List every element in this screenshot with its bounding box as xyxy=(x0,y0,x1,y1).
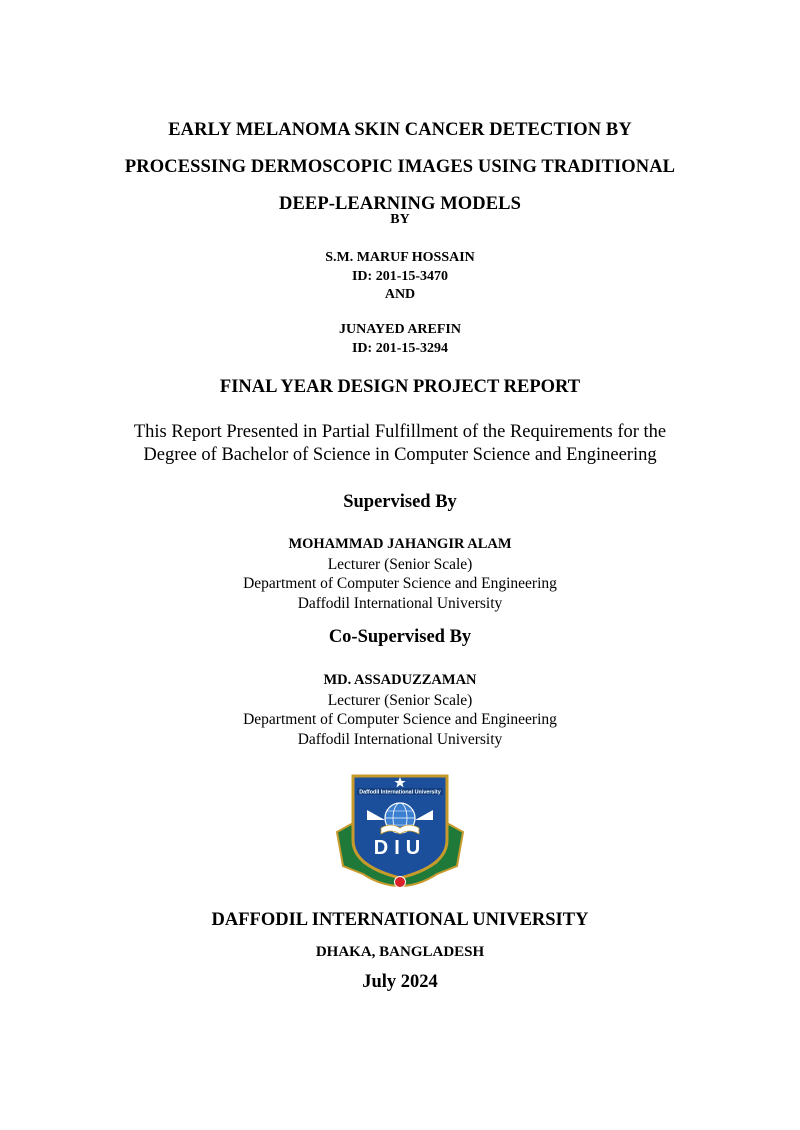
university-name: DAFFODIL INTERNATIONAL UNIVERSITY xyxy=(211,910,589,930)
and-label: AND xyxy=(384,287,416,302)
crest-banner-text: Daffodil International University xyxy=(359,789,441,796)
co-supervisor-heading: Co-Supervised By xyxy=(328,627,472,647)
author-2 xyxy=(0,321,800,358)
thesis-title xyxy=(0,112,800,223)
author-1 xyxy=(0,249,800,305)
degree-statement xyxy=(0,421,800,467)
supervisor-university: Daffodil International University xyxy=(297,594,503,612)
co-supervisor-info xyxy=(0,671,800,749)
supervisor-info xyxy=(0,535,800,613)
author-name: JUNAYED AREFIN xyxy=(338,322,461,337)
degree-statement-line: This Report Presented in Partial Fulfillment of the Requirements for the xyxy=(133,422,667,442)
supervisor-department: Department of Computer Science and Engineering xyxy=(243,575,557,592)
crest-letters: DIU xyxy=(373,837,427,859)
author-name: S.M. MARUF HOSSAIN xyxy=(325,250,475,265)
report-type: FINAL YEAR DESIGN PROJECT REPORT xyxy=(219,377,581,397)
degree-statement-line: Degree of Bachelor of Science in Computer Science and Engineering xyxy=(143,445,657,465)
co-supervisor-name: MD. ASSADUZZAMAN xyxy=(323,672,477,688)
supervisor-heading: Supervised By xyxy=(343,492,457,512)
supervisor-name: MOHAMMAD JAHANGIR ALAM xyxy=(288,536,512,552)
diu-crest-icon xyxy=(333,770,467,894)
author-id: ID: 201-15-3470 xyxy=(351,268,449,284)
university-location: DHAKA, BANGLADESH xyxy=(315,944,485,960)
title-line: DEEP-LEARNING MODELS xyxy=(278,194,521,214)
title-line: PROCESSING DERMOSCOPIC IMAGES USING TRADITIONAL xyxy=(124,157,676,177)
co-supervisor-designation: Lecturer (Senior Scale) xyxy=(327,691,473,709)
author-id: ID: 201-15-3294 xyxy=(351,340,449,356)
title-line: EARLY MELANOMA SKIN CANCER DETECTION BY xyxy=(168,120,632,140)
supervisor-designation: Lecturer (Senior Scale) xyxy=(327,555,473,573)
co-supervisor-department: Department of Computer Science and Engineering xyxy=(243,711,557,728)
by-label: BY xyxy=(390,212,410,227)
submission-date: July 2024 xyxy=(362,972,438,992)
co-supervisor-university: Daffodil International University xyxy=(297,730,503,748)
